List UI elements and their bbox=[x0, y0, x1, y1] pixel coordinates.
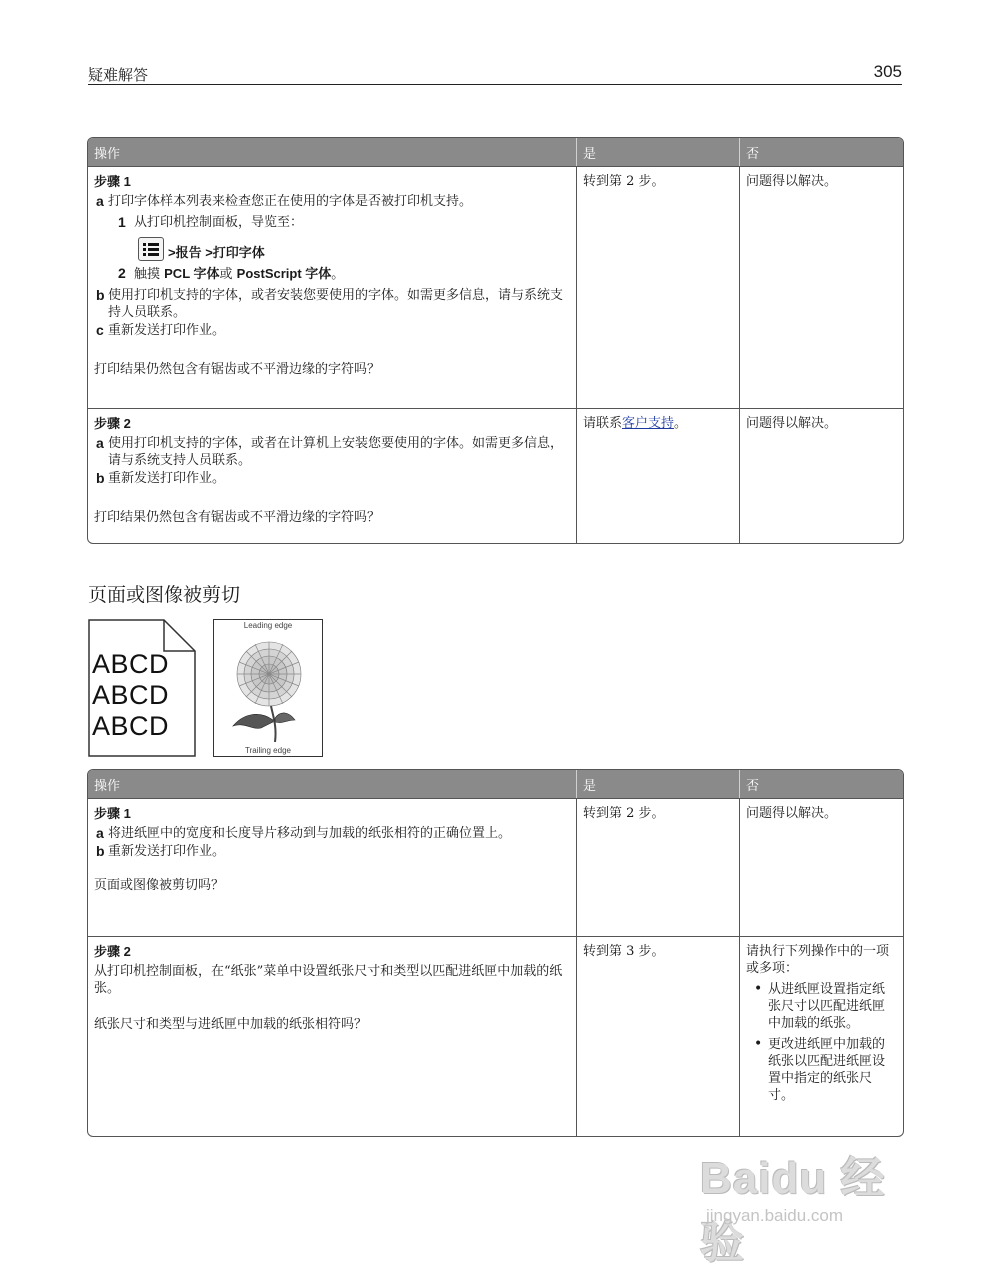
text-line: ABCD bbox=[92, 649, 170, 679]
question-text: 页面或图像被剪切吗？ bbox=[94, 878, 225, 893]
action-cell bbox=[88, 936, 576, 1136]
table-header-row bbox=[88, 138, 903, 166]
no-intro: 请执行下列操作中的一项或多项： bbox=[746, 944, 890, 976]
item-text: 打印字体样本列表来检查您正在使用的字体是否被打印机支持。 bbox=[108, 194, 473, 209]
step-label: 步骤 1 bbox=[94, 806, 131, 821]
baidu-watermark bbox=[700, 1142, 930, 1267]
item-text: 重新发送打印作业。 bbox=[108, 471, 226, 486]
col-no: 否 bbox=[739, 138, 903, 166]
substep-text: 从打印机控制面板，导览至： bbox=[134, 215, 304, 230]
item-text: 重新发送打印作业。 bbox=[108, 844, 226, 859]
substep-number: 2 bbox=[118, 265, 126, 281]
table-row bbox=[88, 408, 903, 543]
col-action: 操作 bbox=[88, 770, 576, 798]
substep-text-end: 。 bbox=[331, 267, 345, 282]
list-item bbox=[94, 435, 570, 469]
item-letter: a bbox=[96, 193, 104, 209]
item-letter: b bbox=[96, 470, 105, 486]
action-cell bbox=[88, 166, 576, 408]
item-letter: c bbox=[96, 322, 104, 338]
no-cell: 问题得以解决。 bbox=[739, 798, 903, 936]
no-bullet-list bbox=[746, 981, 897, 1104]
troubleshoot-table-2 bbox=[87, 769, 904, 1137]
table-row bbox=[88, 936, 903, 1136]
yes-cell bbox=[576, 408, 739, 543]
action-cell bbox=[88, 408, 576, 543]
list-item: • 更改进纸匣中加载的纸张以匹配进纸匣设置中指定的纸张尺寸。 bbox=[746, 1036, 897, 1104]
no-cell: 问题得以解决。 bbox=[739, 166, 903, 408]
watermark-url: jingyan.baidu.com bbox=[706, 1206, 844, 1225]
flower-icon bbox=[215, 634, 322, 742]
item-letter: b bbox=[96, 287, 105, 303]
list-item bbox=[94, 825, 570, 842]
postscript-font-label: PostScript 字体 bbox=[236, 266, 332, 281]
table-header-row bbox=[88, 770, 903, 798]
item-text: 使用打印机支持的字体，或者在计算机上安装您要使用的字体。如需更多信息，请与系统支持人员联系。 bbox=[108, 436, 564, 468]
trailing-edge-label: Trailing edge bbox=[245, 746, 291, 755]
watermark-brand: Baidu 经验 bbox=[700, 1154, 886, 1267]
page-header bbox=[88, 62, 902, 85]
leading-edge-label: Leading edge bbox=[243, 621, 293, 630]
question-text: 打印结果仍然包含有锯齿或不平滑边缘的字符吗？ bbox=[94, 510, 381, 525]
substep-text-mid: 或 bbox=[219, 267, 237, 282]
substep-text: 触摸 bbox=[134, 267, 165, 282]
text-line: ABCD bbox=[92, 680, 170, 710]
col-yes: 是 bbox=[576, 138, 739, 166]
question-text: 纸张尺寸和类型与进纸匣中加载的纸张相符吗？ bbox=[94, 1017, 368, 1032]
list-item bbox=[94, 470, 570, 487]
list-item bbox=[94, 843, 570, 860]
col-yes: 是 bbox=[576, 770, 739, 798]
action-cell bbox=[88, 798, 576, 936]
list-item bbox=[94, 193, 570, 210]
step-label: 步骤 1 bbox=[94, 174, 131, 189]
list-item: • 从进纸匣设置指定纸张尺寸以匹配进纸匣中加载的纸张。 bbox=[746, 981, 897, 1032]
yes-text-end: 。 bbox=[674, 416, 688, 431]
item-letter: a bbox=[96, 435, 104, 451]
table-row bbox=[88, 798, 903, 936]
item-letter: b bbox=[96, 843, 105, 859]
list-item bbox=[94, 322, 570, 339]
yes-text: 请联系 bbox=[583, 416, 623, 431]
customer-support-link[interactable]: 客户支持 bbox=[622, 416, 675, 431]
yes-cell: 转到第 2 步。 bbox=[576, 166, 739, 408]
item-text: 使用打印机支持的字体，或者安装您要使用的字体。如需更多信息，请与系统支持人员联系。 bbox=[108, 288, 564, 320]
item-letter: a bbox=[96, 825, 104, 841]
section-name: 疑难解答 bbox=[88, 66, 149, 84]
substep-number: 1 bbox=[118, 214, 126, 230]
step-text: 从打印机控制面板，在“纸张”菜单中设置纸张尺寸和类型以匹配进纸匣中加载的纸张。 bbox=[94, 964, 563, 996]
col-no: 否 bbox=[739, 770, 903, 798]
step-label: 步骤 2 bbox=[94, 944, 131, 959]
substep bbox=[94, 214, 570, 231]
item-text: 重新发送打印作业。 bbox=[108, 323, 226, 338]
list-item bbox=[94, 287, 570, 321]
col-action: 操作 bbox=[88, 138, 576, 166]
section-title: 页面或图像被剪切 bbox=[88, 584, 241, 606]
page-number: 305 bbox=[873, 62, 902, 81]
question-text: 打印结果仍然包含有锯齿或不平滑边缘的字符吗？ bbox=[94, 362, 381, 377]
troubleshoot-table-1 bbox=[87, 137, 904, 544]
item-text: 将进纸匣中的宽度和长度导片移动到与加载的纸张相符的正确位置上。 bbox=[108, 826, 512, 841]
no-cell bbox=[739, 936, 903, 1136]
text-line: ABCD bbox=[92, 711, 170, 741]
pcl-font-label: PCL 字体 bbox=[164, 266, 220, 281]
yes-cell: 转到第 2 步。 bbox=[576, 798, 739, 936]
clipped-image-illustration bbox=[213, 619, 323, 757]
menu-icon bbox=[138, 237, 164, 261]
menu-path bbox=[94, 237, 570, 261]
table-row bbox=[88, 166, 903, 408]
yes-cell: 转到第 3 步。 bbox=[576, 936, 739, 1136]
no-cell: 问题得以解决。 bbox=[739, 408, 903, 543]
step-label: 步骤 2 bbox=[94, 416, 131, 431]
clipped-text-illustration bbox=[88, 619, 196, 757]
substep bbox=[94, 265, 570, 283]
menu-path-text: >报告 >打印字体 bbox=[168, 245, 265, 260]
clipped-text-area bbox=[88, 619, 170, 757]
